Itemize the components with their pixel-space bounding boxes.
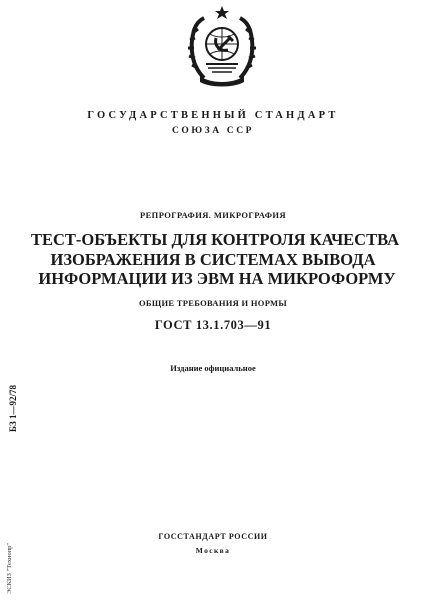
title-line: ТЕСТ-ОБЪЕКТЫ ДЛЯ КОНТРОЛЯ КАЧЕСТВА [30, 230, 399, 249]
section-label: РЕПРОГРАФИЯ. МИКРОГРАФИЯ [140, 210, 286, 220]
margin-printer-mark: ЭСКИЗ "Технопр" [6, 542, 13, 594]
gost-number: ГОСТ 13.1.703—91 [154, 318, 272, 332]
document-title [0, 230, 426, 289]
title-line: ИЗОБРАЖЕНИЯ В СИСТЕМАХ ВЫВОДА [50, 249, 376, 269]
union-heading: СОЮЗА ССР [171, 126, 255, 136]
ussr-coat-of-arms-icon [186, 4, 258, 88]
standard-heading: ГОСУДАРСТВЕННЫЙ СТАНДАРТ [87, 110, 339, 121]
margin-code: БЗ 1—92/78 [8, 385, 18, 432]
publisher-name: ГОССТАНДАРТ РОССИИ [158, 532, 268, 541]
publisher-city: Москва [195, 546, 231, 555]
document-subtitle: ОБЩИЕ ТРЕБОВАНИЯ И НОРМЫ [139, 298, 287, 308]
title-line: ИНФОРМАЦИИ ИЗ ЭВМ НА МИКРОФОРМУ [38, 269, 396, 288]
edition-label: Издание официальное [170, 363, 256, 373]
